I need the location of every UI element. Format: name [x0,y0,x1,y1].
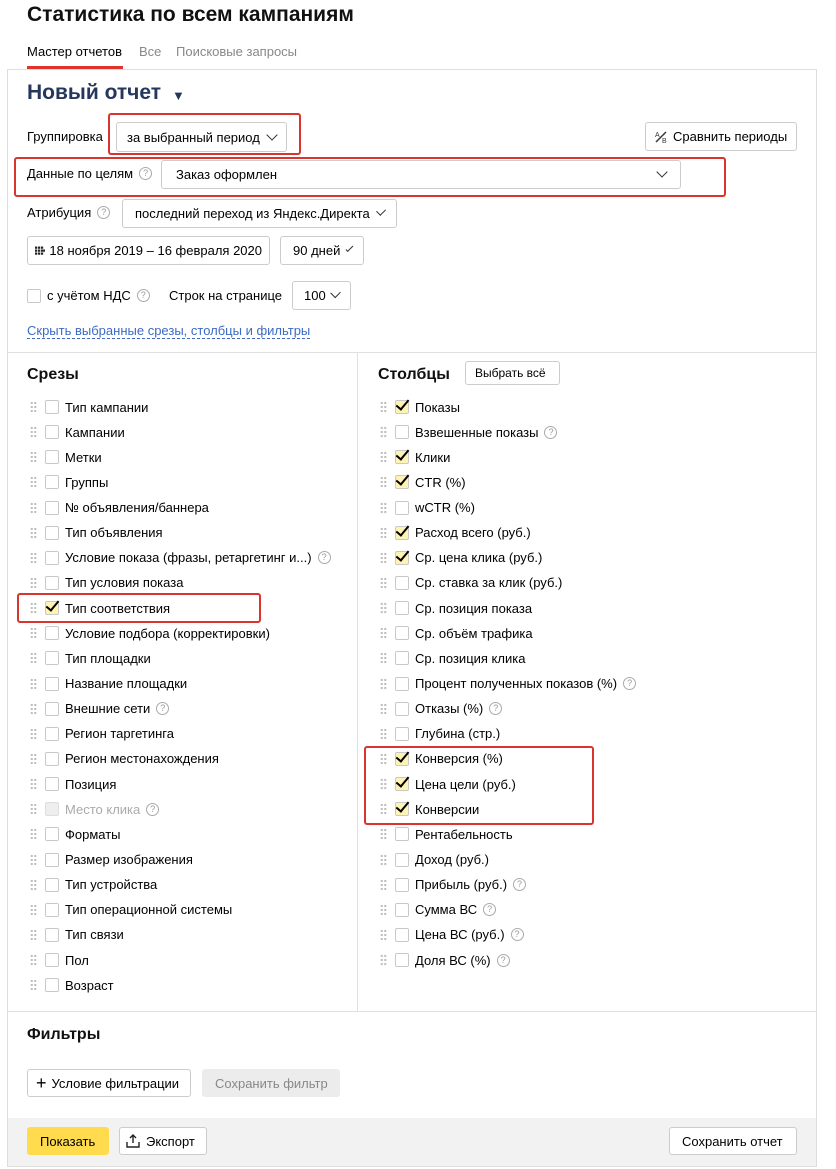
svg-text:A: A [655,131,660,139]
drag-handle-icon[interactable] [380,728,387,740]
column-label: Доля ВС (%) [415,952,491,968]
drag-handle-icon[interactable] [30,753,37,765]
svg-text:B: B [662,137,667,144]
column-checkbox[interactable] [395,601,409,615]
slice-item[interactable] [30,397,148,417]
column-item[interactable] [380,900,496,920]
slice-item[interactable] [30,975,114,995]
slice-item[interactable] [30,749,219,769]
column-label: Ср. объём трафика [415,625,533,641]
highlight-match-type [17,593,261,623]
grouping-select-value: за выбранный период [127,129,260,145]
compare-periods-label: Сравнить периоды [673,129,788,144]
show-label: Показать [40,1133,96,1149]
attribution-select[interactable] [122,199,397,228]
slice-item[interactable] [30,498,209,518]
drag-handle-icon[interactable] [380,527,387,539]
slice-label: Регион таргетинга [65,726,174,742]
slice-checkbox[interactable] [45,450,59,464]
slice-item[interactable] [30,548,331,568]
save-report-label: Сохранить отчет [682,1133,783,1149]
column-item[interactable] [380,875,526,895]
slice-checkbox[interactable] [45,727,59,741]
goals-select-value: Заказ оформлен [176,167,278,182]
drag-handle-icon[interactable] [30,904,37,916]
save-filter-button[interactable] [202,1069,340,1097]
help-icon[interactable]: ? [483,903,496,916]
slice-checkbox[interactable] [45,878,59,892]
plus-icon: + [36,1073,47,1093]
help-icon[interactable]: ? [137,289,150,302]
slice-label: Внешние сети [65,701,151,717]
drag-handle-icon[interactable] [380,552,387,564]
drag-handle-icon[interactable] [380,577,387,589]
slice-label: Регион местонахождения [65,751,219,767]
drag-handle-icon[interactable] [30,678,37,690]
slice-checkbox[interactable] [45,903,59,917]
slice-item[interactable] [30,422,125,442]
drag-handle-icon[interactable] [30,652,37,664]
rows-per-page-value: 100 [304,288,326,303]
drag-handle-icon[interactable] [380,502,387,514]
column-checkbox[interactable] [395,651,409,665]
drag-handle-icon[interactable] [30,502,37,514]
slice-label: Группы [65,474,109,490]
column-label: Ср. ставка за клик (руб.) [415,575,563,591]
slice-item[interactable] [30,799,159,819]
column-item[interactable] [380,950,510,970]
slice-label: Тип площадки [65,650,151,666]
compare-periods-button[interactable] [645,122,797,151]
divider [8,1011,816,1012]
slice-checkbox[interactable] [45,576,59,590]
help-icon[interactable]: ? [511,928,524,941]
tab-report-wizard[interactable]: Мастер отчетов [27,44,122,59]
add-filter-condition-label: Условие фильтрации [51,1075,180,1091]
column-checkbox[interactable] [395,727,409,741]
slice-label: Тип операционной системы [65,902,233,918]
select-all-label: Выбрать всё [475,366,546,380]
slice-item[interactable] [30,925,124,945]
slice-checkbox[interactable] [45,853,59,867]
slice-checkbox[interactable] [45,677,59,691]
drag-handle-icon[interactable] [30,979,37,991]
drag-handle-icon[interactable] [30,426,37,438]
period-select-value: 90 дней [293,243,341,258]
slice-label: Место клика [65,801,141,817]
drag-handle-icon[interactable] [380,652,387,664]
column-checkbox[interactable] [395,827,409,841]
help-icon[interactable]: ? [623,677,636,690]
column-label: Прибыль (руб.) [415,877,508,893]
tab-all[interactable]: Все [139,44,162,59]
date-range-value: 18 ноября 2019 – 16 февраля 2020 [49,243,262,258]
slice-item[interactable] [30,472,108,492]
tab-search-queries[interactable]: Поисковые запросы [176,44,298,59]
column-label: Конверсия (%) [415,751,503,767]
slice-checkbox[interactable] [45,702,59,716]
column-item[interactable] [380,548,542,568]
drag-handle-icon[interactable] [30,451,37,463]
slice-label: Тип соответствия [65,600,171,616]
column-checkbox[interactable] [395,576,409,590]
slice-label: Название площадки [65,676,188,692]
slice-label: № объявления/баннера [65,500,209,516]
slice-label: Тип условия показа [65,575,184,591]
slice-item[interactable] [30,523,163,543]
column-item[interactable] [380,674,636,694]
column-item[interactable] [380,699,502,719]
drag-handle-icon[interactable] [380,602,387,614]
drag-handle-icon[interactable] [30,552,37,564]
slice-item[interactable] [30,724,174,744]
divider [357,352,358,1012]
help-icon[interactable]: ? [139,167,152,180]
drag-handle-icon[interactable] [380,401,387,413]
report-menu-caret-icon[interactable]: ▼ [172,88,185,103]
chevron-down-icon [346,244,354,252]
column-checkbox[interactable] [395,526,409,540]
chevron-down-icon [376,206,386,216]
column-item[interactable] [380,598,532,618]
column-checkbox[interactable] [395,928,409,942]
highlight-conversion-columns [364,746,594,825]
column-checkbox[interactable] [395,702,409,716]
column-item[interactable] [380,523,531,543]
column-item[interactable] [380,623,533,643]
slice-item[interactable] [30,850,193,870]
column-label: Показы [415,399,460,415]
help-icon[interactable]: ? [513,878,526,891]
slice-label: Форматы [65,826,121,842]
column-checkbox[interactable] [395,450,409,464]
drag-handle-icon[interactable] [30,401,37,413]
drag-handle-icon[interactable] [380,627,387,639]
slice-item[interactable] [30,573,183,593]
slices-heading: Срезы [27,366,79,383]
column-checkbox[interactable] [395,400,409,414]
column-checkbox[interactable] [395,425,409,439]
slice-item[interactable] [30,648,151,668]
slice-label: Возраст [65,977,114,993]
drag-handle-icon[interactable] [30,854,37,866]
slice-item[interactable] [30,447,102,467]
report-title[interactable]: Новый отчет [27,81,162,104]
slice-checkbox[interactable] [45,501,59,515]
column-label: Сумма ВС [415,902,478,918]
column-label: Взвешенные показы [415,424,539,440]
help-icon[interactable]: ? [97,206,110,219]
help-icon[interactable]: ? [497,954,510,967]
highlight-goals [14,157,726,197]
column-checkbox[interactable] [395,677,409,691]
column-item[interactable] [380,850,489,870]
column-item[interactable] [380,648,525,668]
column-checkbox[interactable] [395,501,409,515]
slice-checkbox[interactable] [45,752,59,766]
column-item[interactable] [380,422,557,442]
drag-handle-icon[interactable] [30,476,37,488]
drag-handle-icon[interactable] [380,904,387,916]
help-icon[interactable]: ? [156,702,169,715]
drag-handle-icon[interactable] [30,929,37,941]
drag-handle-icon[interactable] [380,703,387,715]
columns-heading: Столбцы [378,366,450,383]
slice-label: Тип устройства [65,877,158,893]
column-label: Отказы (%) [415,701,484,717]
slice-checkbox[interactable] [45,651,59,665]
help-icon[interactable]: ? [318,551,331,564]
column-label: Ср. цена клика (руб.) [415,550,543,566]
column-label: Глубина (стр.) [415,726,501,742]
chevron-down-icon [330,288,341,299]
column-item[interactable] [380,724,500,744]
slice-checkbox[interactable] [45,526,59,540]
slice-label: Размер изображения [65,852,193,868]
select-all-button[interactable] [465,361,560,385]
slice-item[interactable] [30,824,121,844]
drag-handle-icon[interactable] [380,426,387,438]
drag-handle-icon[interactable] [30,577,37,589]
slice-label: Тип связи [65,927,124,943]
drag-handle-icon[interactable] [380,451,387,463]
column-label: Расход всего (руб.) [415,525,531,541]
slice-checkbox[interactable] [45,827,59,841]
period-select[interactable] [280,236,364,265]
drag-handle-icon[interactable] [380,954,387,966]
column-label: Процент полученных показов (%) [415,676,618,692]
column-item[interactable] [380,447,450,467]
column-item[interactable] [380,498,475,518]
column-checkbox[interactable] [395,475,409,489]
filters-heading: Фильтры [27,1026,101,1043]
column-checkbox[interactable] [395,853,409,867]
drag-handle-icon[interactable] [30,803,37,815]
highlight-grouping [108,113,301,155]
drag-handle-icon[interactable] [30,828,37,840]
slice-label: Условие подбора (корректировки) [65,625,270,641]
rows-per-page-select[interactable] [292,281,351,310]
column-label: Цена ВС (руб.) [415,927,505,943]
slice-label: Тип объявления [65,525,163,541]
column-checkbox[interactable] [395,953,409,967]
column-label: Доход (руб.) [415,852,489,868]
slice-checkbox [45,802,59,816]
slice-checkbox[interactable] [45,475,59,489]
slice-label: Позиция [65,776,117,792]
slice-item[interactable] [30,699,169,719]
slice-checkbox[interactable] [45,425,59,439]
drag-handle-icon[interactable] [380,879,387,891]
rows-per-page-label: Строк на странице [169,288,283,303]
slice-item[interactable] [30,774,116,794]
export-button[interactable] [119,1127,207,1155]
slice-checkbox[interactable] [45,626,59,640]
column-checkbox[interactable] [395,626,409,640]
slice-checkbox[interactable] [45,400,59,414]
add-filter-condition-button[interactable] [27,1069,191,1097]
column-checkbox[interactable] [395,903,409,917]
help-icon[interactable]: ? [146,803,159,816]
slice-label: Метки [65,449,102,465]
save-report-button[interactable] [669,1127,797,1155]
help-icon[interactable]: ? [489,702,502,715]
slice-item[interactable] [30,875,157,895]
slice-label: Условие показа (фразы, ретаргетинг и...) [65,550,312,566]
drag-handle-icon[interactable] [380,929,387,941]
save-filter-label: Сохранить фильтр [215,1075,328,1091]
column-item[interactable] [380,925,524,945]
compare-icon [654,130,668,144]
column-checkbox[interactable] [395,551,409,565]
column-item[interactable] [380,397,460,417]
column-label: CTR (%) [415,474,466,490]
drag-handle-icon[interactable] [380,476,387,488]
export-icon [126,1134,140,1148]
vat-label: с учётом НДС [47,288,131,303]
slice-item[interactable] [30,674,187,694]
column-checkbox[interactable] [395,878,409,892]
slice-item[interactable] [30,950,89,970]
attribution-label: Атрибуция [27,205,92,220]
drag-handle-icon[interactable] [30,728,37,740]
vat-checkbox[interactable] [27,289,41,303]
goals-label: Данные по целям [27,166,134,181]
divider [8,352,816,353]
page-title: Статистика по всем кампаниям [27,3,354,26]
date-range-picker[interactable] [27,236,270,265]
slice-item[interactable] [30,623,270,643]
slice-checkbox[interactable] [45,928,59,942]
hide-selection-link[interactable]: Скрыть выбранные срезы, столбцы и фильтры [27,323,311,338]
drag-handle-icon[interactable] [380,678,387,690]
column-label: Рентабельность [415,826,513,842]
column-label: Ср. позиция показа [415,600,533,616]
drag-handle-icon[interactable] [380,854,387,866]
column-item[interactable] [380,472,466,492]
slice-label: Тип кампании [65,399,149,415]
grouping-label: Группировка [27,129,103,144]
drag-handle-icon[interactable] [30,778,37,790]
drag-handle-icon[interactable] [30,954,37,966]
slice-item[interactable] [30,900,232,920]
column-label: Цена цели (руб.) [415,776,516,792]
help-icon[interactable]: ? [544,426,557,439]
drag-handle-icon[interactable] [30,627,37,639]
slice-checkbox[interactable] [45,953,59,967]
vat-option[interactable] [27,288,150,303]
column-label: Ср. позиция клика [415,650,526,666]
drag-handle-icon[interactable] [30,527,37,539]
slice-checkbox[interactable] [45,551,59,565]
column-item[interactable] [380,824,513,844]
attribution-label-row [27,205,110,220]
column-label: Клики [415,449,451,465]
column-item[interactable] [380,573,562,593]
slice-checkbox[interactable] [45,777,59,791]
calendar-icon [35,245,45,257]
column-label: wCTR (%) [415,500,475,516]
export-label: Экспорт [146,1133,195,1149]
slice-checkbox[interactable] [45,978,59,992]
slice-label: Пол [65,952,89,968]
drag-handle-icon[interactable] [30,879,37,891]
show-button[interactable] [27,1127,109,1155]
slice-label: Кампании [65,424,125,440]
attribution-select-value: последний переход из Яндекс.Директа [135,206,370,221]
drag-handle-icon[interactable] [30,703,37,715]
column-label: Конверсии [415,801,480,817]
drag-handle-icon[interactable] [380,828,387,840]
